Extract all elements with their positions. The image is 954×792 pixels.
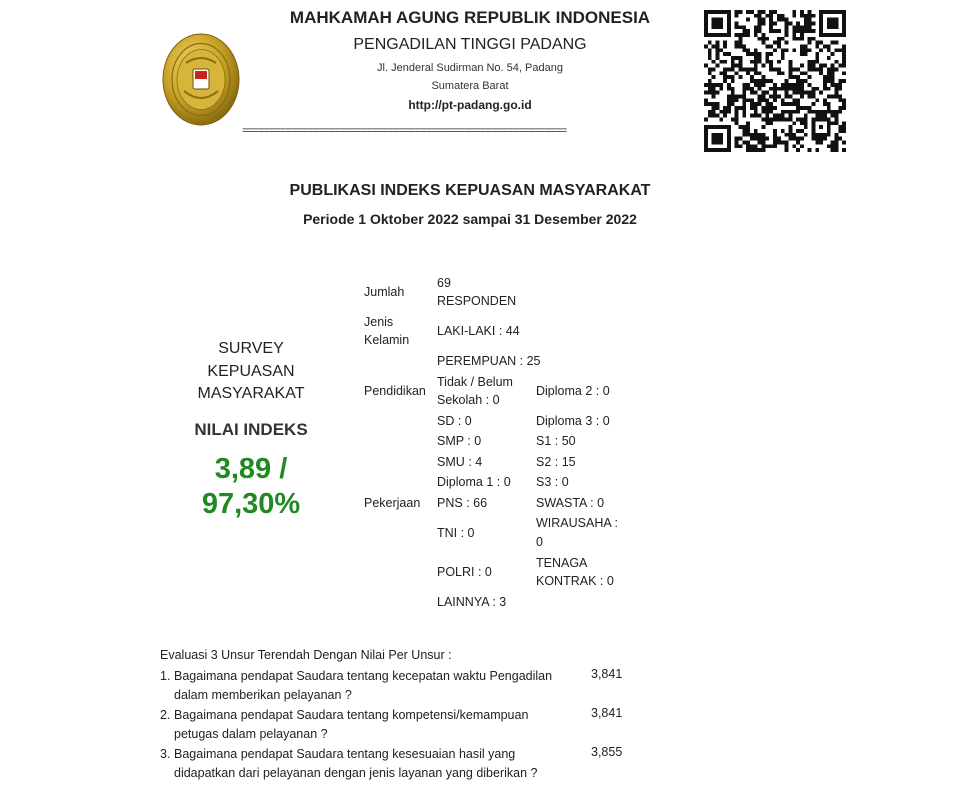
evaluation-item-text: petugas dalam pelayanan ? bbox=[174, 727, 328, 741]
evaluation-item-value: 3,841 bbox=[591, 667, 623, 681]
sd-count: SD : 0 bbox=[437, 414, 472, 428]
wirausaha-count: 0 bbox=[536, 535, 543, 549]
survey-line: MASYARAKAT bbox=[197, 385, 305, 402]
court-logo bbox=[162, 33, 240, 126]
evaluation-item-text: Bagaimana pendapat Saudara tentang kesesuaian hasil yang bbox=[174, 747, 516, 761]
evaluation-item-number: 2. bbox=[160, 708, 171, 722]
evaluation-item-text: didapatkan dari pelayanan dengan jenis layanan yang diberikan ? bbox=[174, 766, 538, 780]
diploma3-count: Diploma 3 : 0 bbox=[536, 414, 610, 428]
pendidikan-label: Pendidikan bbox=[364, 384, 426, 398]
court-website-link[interactable]: http://pt-padang.go.id bbox=[408, 98, 532, 112]
tidak-sekolah-count: Tidak / Belum bbox=[437, 375, 513, 389]
tni-count: TNI : 0 bbox=[437, 526, 475, 540]
smu-count: SMU : 4 bbox=[437, 455, 483, 469]
evaluation-item-number: 1. bbox=[160, 669, 171, 683]
s3-count: S3 : 0 bbox=[536, 475, 569, 489]
index-value-percent: 97,30% bbox=[201, 488, 301, 520]
swasta-count: SWASTA : 0 bbox=[536, 496, 605, 510]
lainnya-count: LAINNYA : 3 bbox=[437, 595, 507, 609]
jumlah-value: 69 bbox=[437, 276, 451, 290]
evaluation-title: Evaluasi 3 Unsur Terendah Dengan Nilai Per Unsur : bbox=[160, 648, 452, 662]
court-name: PENGADILAN TINGGI PADANG bbox=[353, 36, 587, 53]
s1-count: S1 : 50 bbox=[536, 434, 576, 448]
evaluation-item-number: 3. bbox=[160, 747, 171, 761]
polri-count: POLRI : 0 bbox=[437, 565, 492, 579]
index-label: NILAI INDEKS bbox=[194, 420, 308, 439]
tenaga-kontrak-count: KONTRAK : 0 bbox=[536, 574, 614, 588]
pns-count: PNS : 66 bbox=[437, 496, 488, 510]
smp-count: SMP : 0 bbox=[437, 434, 482, 448]
survey-line: SURVEY bbox=[218, 340, 284, 357]
s2-count: S2 : 15 bbox=[536, 455, 576, 469]
institution-name: MAHKAMAH AGUNG REPUBLIK INDONESIA bbox=[289, 8, 651, 27]
evaluation-item-text: Bagaimana pendapat Saudara tentang kompetensi/kemampuan bbox=[174, 708, 529, 722]
evaluation-item bbox=[160, 745, 580, 783]
evaluation-item-text: dalam memberikan pelayanan ? bbox=[174, 688, 352, 702]
evaluation-item-value: 3,841 bbox=[591, 706, 623, 720]
evaluation-item bbox=[160, 667, 580, 705]
period-subtitle: Periode 1 Oktober 2022 sampai 31 Desember 2022 bbox=[303, 211, 637, 227]
court-region: Sumatera Barat bbox=[431, 80, 509, 92]
diploma1-count: Diploma 1 : 0 bbox=[437, 475, 511, 489]
tenaga-kontrak-count: TENAGA bbox=[536, 556, 588, 570]
wirausaha-count: WIRAUSAHA : bbox=[536, 516, 618, 530]
header-divider: ============================================================ bbox=[242, 126, 567, 138]
evaluation-item-text: Bagaimana pendapat Saudara tentang kecepatan waktu Pengadilan bbox=[174, 669, 553, 683]
laki-laki-count: LAKI-LAKI : 44 bbox=[437, 324, 520, 338]
diploma2-count: Diploma 2 : 0 bbox=[536, 384, 610, 398]
qr-code bbox=[704, 10, 846, 152]
index-value-score: 3,89 / bbox=[214, 453, 288, 485]
evaluation-item bbox=[160, 706, 580, 744]
index-value bbox=[165, 452, 337, 522]
jumlah-label: Jumlah bbox=[364, 285, 405, 299]
jenis-kelamin-label: Kelamin bbox=[364, 333, 410, 347]
survey-heading bbox=[165, 338, 337, 406]
evaluation-item-value: 3,855 bbox=[591, 745, 623, 759]
page-title: PUBLIKASI INDEKS KEPUASAN MASYARAKAT bbox=[289, 182, 651, 199]
court-address: Jl. Jenderal Sudirman No. 54, Padang bbox=[377, 62, 563, 74]
pekerjaan-label: Pekerjaan bbox=[364, 496, 421, 510]
tidak-sekolah-count: Sekolah : 0 bbox=[437, 393, 500, 407]
jenis-kelamin-label: Jenis bbox=[364, 315, 394, 329]
survey-line: KEPUASAN bbox=[207, 362, 295, 380]
jumlah-unit: RESPONDEN bbox=[437, 294, 517, 308]
perempuan-count: PEREMPUAN : 25 bbox=[437, 354, 541, 368]
